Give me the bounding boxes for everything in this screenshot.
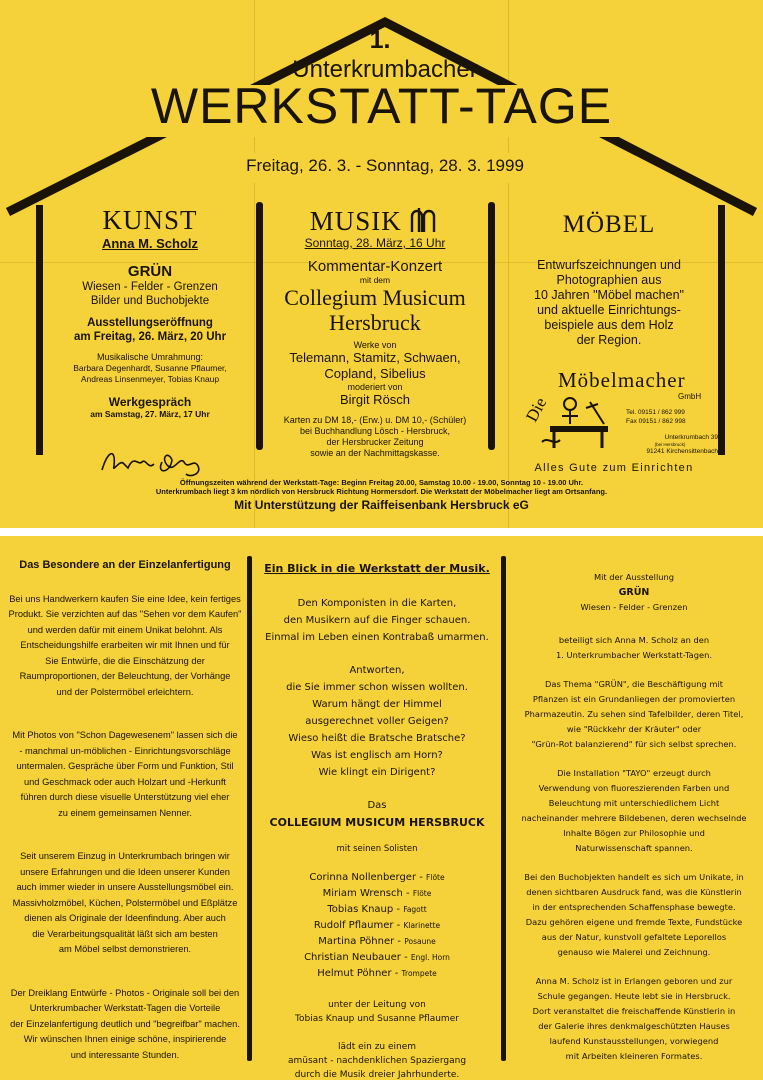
opening-hours: Öffnungszeiten während der Werkstatt-Tage: Beginn Freitag 20.00, Samstag 10.00 - 19.00, Sonntag 10 - 19.00 Uhr.	[179, 478, 584, 487]
text-line: wie "Rückkehr der Kräuter" oder	[566, 724, 702, 734]
slogan: Alles Gute zum Einrichten	[534, 462, 694, 474]
talk-date: am Samstag, 27. März, 17 Uhr	[90, 409, 210, 419]
left-paragraph-3	[6, 849, 244, 958]
text-line: amüsant - nachdenklichen Spaziergang	[287, 1056, 467, 1066]
exhibition-desc: Wiesen - Felder - Grenzen	[82, 281, 218, 293]
text-line: aus der Natur, kunstvoll gefaltete Leporellos	[541, 932, 727, 942]
left-paragraph-1	[6, 592, 244, 701]
logo-gmbh: GmbH	[678, 392, 702, 401]
organ-pipes-icon	[406, 204, 440, 234]
left-column	[6, 558, 244, 1063]
logo-name: Möbelmacher	[558, 368, 686, 392]
left-paragraph-4	[6, 986, 244, 1064]
moebel-desc: beispiele aus dem Holz	[544, 318, 674, 332]
text-line: am Möbel selbst demonstrieren.	[58, 944, 192, 954]
soloist-row: Miriam Wrensch - Flöte	[322, 888, 432, 899]
text-line: Antworten,	[349, 665, 405, 676]
flyer-front	[0, 0, 763, 528]
ticket-info: bei Buchhandlung Lösch - Hersbruck,	[299, 426, 451, 436]
logo-address: Unterkrumbach 39	[664, 434, 718, 441]
right-paragraph-1	[508, 633, 760, 663]
text-line: Massivholzmöbel, Küchen, Polstermöbel und Eßplätze	[12, 897, 238, 908]
text-line: - manchmal un-möblichen - Einrichtungsvorschläge	[19, 745, 231, 756]
soloist-row: Christian Neubauer - Engl. Horn	[304, 952, 450, 963]
moebel-desc: Entwurfszeichnungen und	[537, 258, 681, 272]
moderator-name: Birgit Rösch	[339, 392, 411, 407]
text-line: Sie Entwürfe, die die Einschätzung der	[45, 655, 205, 666]
ensemble-name: Hersbruck	[329, 310, 421, 335]
event-dates: Freitag, 26. 3. - Sonntag, 28. 3. 1999	[246, 156, 524, 175]
moebel-desc: und aktuelle Einrichtungs-	[537, 303, 681, 317]
column-divider	[501, 556, 506, 1061]
text-line: Raumproportionen, der Beleuchtung, der Vorhänge	[19, 671, 231, 681]
soloist-name: Helmut Pöhner	[317, 968, 392, 979]
text-line: Mit Photos von "Schon Dagewesenem" lassen sich die	[12, 730, 238, 740]
text-line: Seit unserem Einzug in Unterkrumbach bringen wir	[20, 851, 230, 861]
craftsman-logo-icon	[540, 394, 620, 450]
text-line: mit Arbeiten kleineren Formates.	[565, 1051, 703, 1061]
directions: Unterkrumbach liegt 3 km nördlich von Hersbruck Richtung Hormersdorf. Die Werkstatt der Möbelmacher liegt am Ortsanfang.	[155, 487, 608, 496]
text-line: Pflanzen ist ein Grundanliegen der promovierten	[532, 694, 736, 704]
musik-column	[264, 204, 486, 459]
middle-heading: Ein Blick in die Werkstatt der Musik.	[264, 562, 490, 575]
opening-date: am Freitag, 26. März, 20 Uhr	[73, 331, 227, 343]
sponsor: Mit Unterstützung der Raiffeisenbank Hersbruck eG	[234, 498, 529, 512]
text-line: Wie klingt ein Dirigent?	[318, 767, 436, 778]
composers: Telemann, Stamitz, Schwaen,	[289, 350, 461, 365]
text-line: der Einzelanfertigung deutlich und "begreifbar" machen.	[10, 1018, 240, 1029]
text-line: Produkt. Sie verzichten auf das "Sehen vor dem Kaufen"	[8, 609, 242, 619]
soloist-name: Miriam Wrensch	[322, 888, 403, 899]
text-line: genauso wie Malerei und Zeichnung.	[557, 947, 711, 957]
text-line: durch die Musik dreier Jahrhunderte.	[294, 1070, 460, 1080]
musician-names: Barbara Degenhardt, Susanne Pflaumer,	[73, 363, 227, 373]
text-line: Warum hängt der Himmel	[312, 699, 442, 710]
opening-label: Ausstellungseröffnung	[87, 317, 213, 329]
soloist-row: Rudolf Pflaumer - Klarinette	[313, 920, 441, 931]
soloist-name: Corinna Nollenberger	[309, 872, 417, 883]
exhibition-desc: Bilder und Buchobjekte	[90, 295, 210, 307]
moebel-desc: 10 Jahren "Möbel machen"	[534, 288, 684, 302]
text-line: Wir wünschen Ihnen einige schöne, inspirierende	[23, 1034, 227, 1044]
text-line: Was ist englisch am Horn?	[311, 750, 443, 761]
text-line: Tobias Knaup und Susanne Pflaumer	[295, 1014, 459, 1024]
logo-fax: Fax 09151 / 862 998	[626, 418, 686, 425]
text-line: unsere Erfahrungen und die Ideen unserer Kunden	[20, 866, 230, 877]
musik-heading: MUSIK	[309, 206, 402, 236]
right-paragraph-3	[508, 766, 760, 856]
logo-tel: Tel. 09151 / 862 999	[626, 409, 685, 416]
right-intro: Mit der Ausstellung	[593, 572, 675, 582]
text-line: Naturwissenschaft spannen.	[575, 843, 693, 853]
kunst-heading: KUNST	[102, 205, 198, 235]
moderation-label: moderiert von	[347, 382, 403, 392]
text-line: denen sichtbaren Ausdruck fand, was die Künstlerin	[526, 887, 742, 897]
musician-names: Andreas Linsenmeyer, Tobias Knaup	[80, 374, 220, 384]
right-paragraph-5	[508, 974, 760, 1064]
text-line: Beleuchtung mit unterschiedlichem Licht	[548, 798, 720, 808]
text-line: zu einem gemeinsamen Nenner.	[58, 807, 192, 818]
text-line: und Geschmack oder auch Holzart und -Herkunft	[23, 776, 227, 787]
text-line: Die Installation "TAYO" erzeugt durch	[557, 768, 711, 778]
soloist-instrument: Flöte	[426, 873, 445, 882]
middle-column	[255, 560, 499, 1080]
text-line: Unterkrumbacher Werkstatt-Tagen die Vorteile	[29, 1003, 221, 1013]
text-line: "Grün-Rot balanzierend" für sich selbst sprechen.	[531, 739, 737, 749]
text-line: Das Thema "GRÜN", die Beschäftigung mit	[544, 679, 724, 689]
column-divider	[256, 202, 263, 450]
text-line: Dort veranstaltet die freischaffende Künstlerin in	[532, 1006, 736, 1016]
soloist-row: Martina Pöhner - Posaune	[318, 936, 436, 947]
left-heading: Das Besondere an der Einzelanfertigung	[19, 559, 231, 571]
text-line: laufend Kunstausstellungen, vorwiegend	[549, 1036, 719, 1046]
right-paragraph-4	[508, 870, 760, 960]
soloist-instrument: Flöte	[412, 889, 432, 898]
concert-with: mit dem	[359, 275, 391, 285]
soloist-row: Tobias Knaup - Fagott	[327, 904, 427, 915]
text-line: die Sie immer schon wissen wollten.	[286, 682, 468, 693]
moebel-desc: der Region.	[576, 333, 642, 347]
composers: Copland, Sibelius	[324, 366, 426, 381]
soloists-label: mit seinen Solisten	[336, 844, 418, 854]
soloist-instrument: Klarinette	[403, 921, 441, 930]
text-line: lädt ein zu einem	[337, 1042, 417, 1052]
title-subtitle: Unterkrumbacher	[292, 56, 478, 83]
right-column	[508, 570, 760, 1064]
moebel-desc: Photographien aus	[556, 273, 662, 287]
text-line: Einmal im Leben einen Kontrabaß umarmen.	[265, 632, 489, 643]
text-line: Anna M. Scholz ist in Erlangen geboren und zur	[535, 976, 733, 986]
text-line: in der entsprechenden Schaffensphase bewegte.	[532, 902, 736, 912]
logo-die: Die	[522, 394, 551, 425]
soloist-name: Christian Neubauer	[304, 952, 401, 963]
text-line: 1. Unterkrumbacher Werkstatt-Tagen.	[555, 650, 712, 660]
text-line: unter der Leitung von	[328, 1000, 426, 1010]
right-subtitle: Wiesen - Felder - Grenzen	[580, 602, 688, 612]
text-line: ausgerechnet voller Geigen?	[305, 716, 449, 727]
concert-type: Kommentar-Konzert	[307, 258, 443, 275]
main-title: WERKSTATT-TAGE	[150, 78, 613, 134]
logo-address-note: (bei Hersbruck)	[654, 442, 686, 447]
text-line: und werden dafür mit einem Unikat belohnt. Als	[27, 624, 223, 635]
soloist-name: Tobias Knaup	[327, 904, 394, 915]
music-accompaniment-label: Musikalische Umrahmung:	[96, 352, 204, 362]
text-line: und der Polstermöbel erleichtern.	[56, 686, 194, 697]
right-paragraph-2	[508, 677, 760, 752]
middle-ensemble: COLLEGIUM MUSICUM HERSBRUCK	[269, 816, 485, 829]
middle-paragraph-2	[255, 662, 499, 781]
artist-name: Anna M. Scholz	[101, 236, 199, 251]
soloist-row: Corinna Nollenberger - Flöte	[309, 872, 445, 883]
text-line: Pharmazeutin. Zu sehen sind Tafelbilder, deren Titel,	[524, 709, 744, 719]
moebelmacher-logo	[510, 366, 720, 476]
text-line: beteiligt sich Anna M. Scholz an den	[558, 635, 710, 645]
logo-address: 91241 Kirchensittenbach	[646, 448, 718, 455]
artist-signature	[98, 444, 208, 480]
left-paragraph-2	[6, 728, 244, 821]
soloist-list	[255, 870, 499, 982]
middle-das: Das	[367, 800, 387, 811]
concert-date: Sonntag, 28. März, 16 Uhr	[304, 236, 446, 250]
moebel-column	[500, 210, 718, 348]
flyer-back	[0, 536, 763, 1080]
ticket-info: Karten zu DM 18,- (Erw.) u. DM 10,- (Schüler)	[283, 415, 467, 425]
text-line: nacheinander mehrere Bildebenen, deren wechselnde	[521, 813, 747, 823]
text-line: Inhalte Bögen zur Philosophie und	[563, 828, 705, 838]
text-line: auch immer wieder in unsere Ausstellungsmöbel ein.	[16, 882, 234, 892]
text-line: die Verarbeitungsqualität läßt sich am besten	[32, 928, 218, 939]
text-line: Den Komponisten in die Karten,	[297, 598, 457, 609]
text-line: führen durch diese visuelle Unterstützung viel eher	[20, 792, 230, 802]
text-line: dienen als Originale der Ideenfindung. Aber auch	[24, 913, 226, 923]
edition-number: 1.	[369, 26, 391, 54]
soloist-instrument: Trompete	[401, 969, 437, 978]
text-line: Schule gegangen. Heute lebt sie in Hersbruck.	[537, 991, 731, 1001]
moebel-heading: MÖBEL	[562, 211, 656, 238]
text-line: Wieso heißt die Bratsche Bratsche?	[288, 733, 466, 744]
soloist-instrument: Engl. Horn	[410, 953, 450, 962]
works-label: Werke von	[353, 340, 397, 350]
text-line: und interessante Stunden.	[70, 1049, 180, 1060]
talk-label: Werkgespräch	[108, 395, 192, 409]
ensemble-name: Collegium Musicum	[284, 285, 466, 310]
text-line: untermalen. Gespräche über Form und Funktion, Stil	[16, 761, 234, 771]
soloist-instrument: Posaune	[404, 937, 436, 946]
text-line: Bei uns Handwerkern kaufen Sie eine Idee, kein fertiges	[9, 593, 241, 604]
text-line: der Galerie ihres denkmalgeschützten Hauses	[538, 1021, 730, 1031]
column-divider	[488, 202, 495, 450]
text-line: Verwendung von fluoreszierenden Farben und	[538, 783, 730, 793]
text-line: Entscheidungshilfe erarbeiten wir mit Ihnen und für	[20, 640, 230, 650]
exhibition-theme: GRÜN	[127, 263, 173, 280]
middle-paragraph-1	[255, 595, 499, 646]
soloist-instrument: Fagott	[403, 905, 427, 914]
invitation	[255, 1040, 499, 1080]
soloist-name: Martina Pöhner	[318, 936, 395, 947]
text-line: Bei den Buchobjekten handelt es sich um Unikate, in	[524, 872, 744, 882]
text-line: den Musikern auf die Finger schauen.	[283, 615, 471, 626]
ticket-info: sowie an der Nachmittagskasse.	[310, 448, 440, 458]
text-line: Dazu gehören eigene und fremde Texte, Fundstücke	[525, 917, 743, 927]
soloist-name: Rudolf Pflaumer	[313, 920, 394, 931]
soloist-row: Helmut Pöhner - Trompete	[317, 968, 437, 979]
column-divider	[247, 556, 252, 1061]
kunst-column	[46, 204, 254, 419]
right-theme: GRÜN	[618, 587, 650, 598]
conductors	[255, 998, 499, 1026]
ticket-info: der Hersbrucker Zeitung	[326, 437, 424, 447]
text-line: Der Dreiklang Entwürfe - Photos - Originale soll bei den	[10, 987, 240, 998]
